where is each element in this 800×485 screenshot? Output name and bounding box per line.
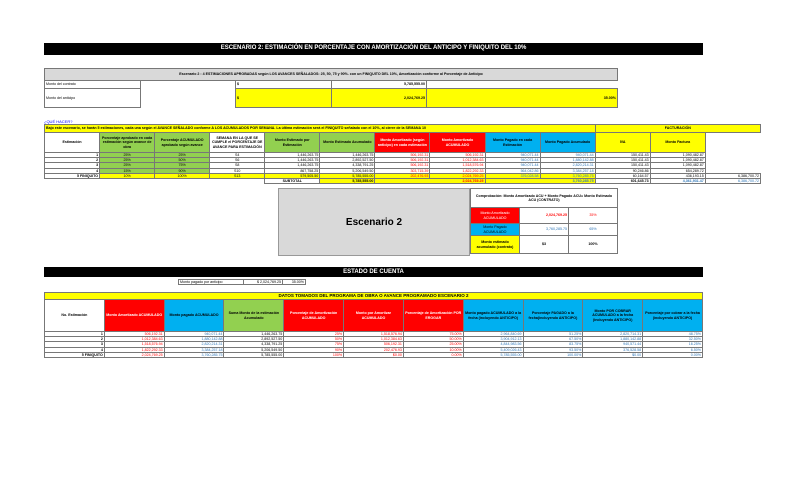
subtotal-row: SUBTOTAL 5,785,555.00 2,024,769.25 3,760,285.75 601,645.73 4,361,931.47 6,386,700.72: [45, 179, 761, 184]
anticipo-sign: $: [236, 89, 332, 108]
table-row: 1 506,192.31 940,071.44 1,446,263.75 25% 1,518,576.94 75.00% 2,964,840.69 51.25% 2,820,714.31 48.75%: [45, 332, 703, 337]
anticipo-pct: 35.00%: [427, 89, 618, 108]
comprobacion-box: Comprobación: Monto Amortizado ACU + Monto Pagado ACU= Monto Estimado ACU (CONTRATO) Monto Amortizado ACUMULADO 2,024,769.25 35% Monto Pagado ACUMULADO 3,760,285.75 65% Monto estimado acumulado (contrato) $3 100%: [470, 188, 618, 254]
table-row: 1 25% 25% S4 1,446,263.75 1,446,263.75 506,192.31 506,192.31 940,071.44 940,071.44 150,411.43 1,090,482.87: [45, 153, 761, 158]
comprobacion-header: Comprobación: Monto Amortizado ACU + Monto Pagado ACU= Monto Estimado ACU (CONTRATO): [471, 189, 618, 208]
table-row: 4 1,822,292.33 3,384,257.18 5,206,549.50 90% 202,476.93 10.00% 5,409,026.43 93.50% 376,528.58 6.50%: [45, 347, 703, 352]
anticipo-label: Monto del anticipo: [45, 89, 141, 108]
estimation-table: [44, 124, 761, 184]
estado-cuenta-bar: ESTADO DE CUENTA: [44, 267, 703, 277]
hdr-porcentaje: Porcentaje aprobado en cada estimación según avance de obra: [100, 133, 155, 153]
title-bar: ESCENARIO 2: ESTIMACIÓN EN PORCENTAJE CON AMORTIZACIÓN DEL ANTICIPO Y FINIQUITO DEL 10%: [44, 43, 703, 55]
hdr-amortizado: Monto Amortizado (según anticipo) en cada estimación: [375, 133, 430, 153]
hdr-monto-estimado: Monto Estimado por Estimación: [265, 133, 320, 153]
escenario-box: [278, 188, 470, 256]
contrato-label: Monto del contrato: [45, 81, 141, 89]
hdr-factura: Monto Factura: [650, 133, 705, 153]
pago-anticipo-row: Monto pagado por anticipo $ 2,024,769.25 35.00%: [180, 280, 304, 284]
contrato-value: 5,785,555.00: [331, 81, 427, 89]
hdr-estimacion: Estimación: [45, 133, 100, 153]
escenario-label: Escenario 2: [345, 216, 403, 228]
scenario-note: Bajo este escenario, se harán 5 estimaciones, cada una según el AVANCE SEÑALADO conforme A LOS ACUMULADOS POR SEMANA. La última estimación será el FINIQUITO señalado con el 10%, al cierre de la SEMANA 10: [45, 125, 596, 133]
datos-title: DATOS TOMADOS DEL PROGRAMA DE OBRA O AVANCE PROGRAMADO ESCENARIO 2: [45, 293, 703, 300]
que-hacer-link[interactable]: ¿QUÉ HACER?: [44, 119, 73, 124]
hdr-pagado-acum: Monto Pagado Acumulado: [540, 133, 595, 153]
hdr-porcentaje-acum: Porcentaje ACUMULADO aprobado según avance: [155, 133, 210, 153]
datos-table: DATOS TOMADOS DEL PROGRAMA DE OBRA O AVANCE PROGRAMADO ESCENARIO 2 No. Estimación Monto Amortizado ACUMULADO Monto pagado ACUMULADO Suma Monto de la estimación Acumulado Porcentaje de Amortización ACUMULADO Monto por Amortizar ACUMULADO Porcentaje de Amortización POR EROGAR Monto pagado ACUMULADO a la fecha (incluyendo ANTICIPO) Porcentaje PAGADO a la fecha(incluyendo ANTICIPO) Monto POR COBRAR ACUMULADO a la fecha (incluyendo ANTICIPO) Porcentaje por cobrar a la fecha (incluyendo ANTICIPO) 1 506,192.31 940,071.44 1,446,263.75 25% 1,518,576.94 75.00% 2,964,840.69 51.25% 2,820,714.31 48.75% 2 1,012,384.63 1,880,142.88 2,892,527.50 50% 1,012,384.63 50.00% 3,904,912.13 67.50% 1,880,142.88 32.50% 3 1,518,576.94 2,820,214.31 4,338,791.25 75% 506,192.31 25.00% 4,844,983.56 83.75% 940,571.44 16.25% 4 1,822,292.33 3,384,257.18 5,206,549.50 90% 202,476.93 10.00% 5,409,026.43 93.50% 376,528.58 6.50% 5 FINIQUITO 2,024,769.25 3,760,285.75 5,785,555.00 100% $0.00 0.00% 5,785,555.00 100.00% $0.00 0.00%: [44, 292, 703, 358]
contrato-sign: $: [236, 81, 332, 89]
hdr-pagado: Monto Pagado en cada Estimación: [485, 133, 540, 153]
table-row: 5 FINIQUITO 10% 100% S13 579,505.50 5,785,555.00 202,476.93 2,024,769.25 376,028.58 3,760,285.75 60,164.57 436,193.15 6,386,700.72: [45, 173, 761, 178]
table-row: 3 1,518,576.94 2,820,214.31 4,338,791.25 75% 506,192.31 25.00% 4,844,983.56 83.75% 940,571.44 16.25%: [45, 342, 703, 347]
hdr-monto-acum: Monto Estimado Acumulado: [320, 133, 375, 153]
table-row: 2 25% 50% S6 1,446,263.75 2,892,527.50 506,192.31 1,012,384.63 940,071.44 1,880,142.88 150,411.43 1,090,482.87: [45, 158, 761, 163]
table-row: 3 25% 75% S8 1,446,263.75 4,338,791.25 506,192.31 1,518,576.94 940,071.44 2,820,214.31 150,411.43 1,090,482.87: [45, 163, 761, 168]
table-row: 4 15% 90% S10 867,758.25 5,206,549.50 303,715.39 1,822,292.33 564,042.86 3,384,257.18 90,246.86 654,289.72: [45, 168, 761, 173]
hdr-semana: SEMANA EN LA QUE SE CUMPLE el PORCENTAJE DE AVANCE PARA ESTIMACIÓN: [210, 133, 265, 153]
table-row: 5 FINIQUITO 2,024,769.25 3,760,285.75 5,785,555.00 100% $0.00 0.00% 5,785,555.00 100.00% $0.00 0.00%: [45, 352, 703, 357]
scenario-description: Escenario 2 : 4 ESTIMACIONES APROBADAS según LOS AVANCES SEÑALADOS: 25, 50, 75 y 90%. con un FINIQUITO DEL 10%, Amortización conforme al Porcentaje de Anticipo: [45, 69, 618, 81]
facturacion-label: FACTURACIÓN: [595, 125, 760, 133]
anticipo-value: 2,024,769.25: [331, 89, 427, 108]
hdr-iva: IVA: [595, 133, 650, 153]
contract-panel: [44, 68, 618, 108]
table-row: 2 1,012,384.63 1,880,142.88 2,892,527.50 50% 1,012,384.63 50.00% 3,904,912.13 67.50% 1,880,142.88 32.50%: [45, 337, 703, 342]
hdr-amortizado-acum: Monto Amortizado ACUMULADO: [430, 133, 485, 153]
